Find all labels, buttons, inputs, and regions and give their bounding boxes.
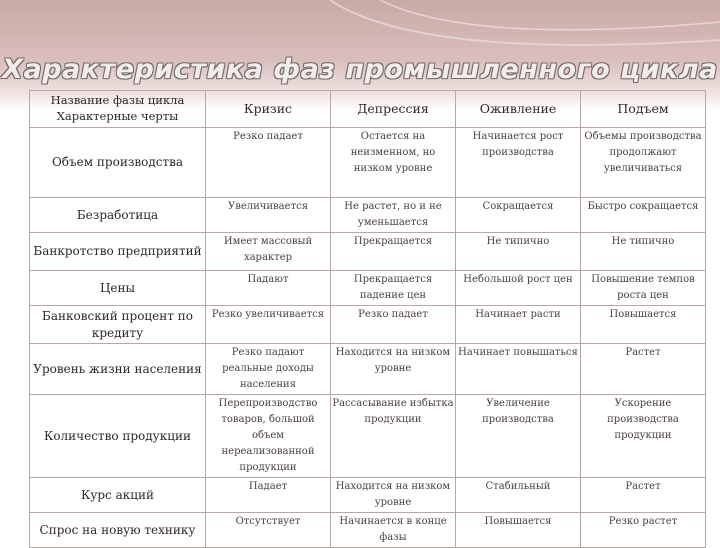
table-cell: Объемы производства продолжают увеличиваться xyxy=(581,128,706,198)
table-row xyxy=(30,344,706,395)
table-cell: Увеличение производства xyxy=(456,395,581,478)
table-cell: Ускорение производства продукции xyxy=(581,395,706,478)
table-row xyxy=(30,306,706,344)
phases-table xyxy=(29,90,706,548)
table-cell: Быстро сокращается xyxy=(581,198,706,233)
column-header-crisis: Кризис xyxy=(206,91,331,128)
corner-line-1: Название фазы цикла xyxy=(50,93,185,107)
table-cell: Падает xyxy=(206,478,331,513)
row-label: Спрос на новую технику xyxy=(30,513,206,548)
column-header-boom: Подъем xyxy=(581,91,706,128)
table-cell: Отсутствует xyxy=(206,513,331,548)
table-cell: Начинает расти xyxy=(456,306,581,344)
table-row xyxy=(30,198,706,233)
corner-cell xyxy=(30,91,206,128)
table-cell: Начинается в конце фазы xyxy=(331,513,456,548)
row-label: Банковский процент по кредиту xyxy=(30,306,206,344)
table-cell: Не растет, но и не уменьшается xyxy=(331,198,456,233)
row-label: Безработица xyxy=(30,198,206,233)
table-row xyxy=(30,233,706,271)
table-cell: Имеет массовый характер xyxy=(206,233,331,271)
table-cell: Увеличивается xyxy=(206,198,331,233)
table-row xyxy=(30,478,706,513)
table-cell: Не типично xyxy=(581,233,706,271)
table-cell: Резко падают реальные доходы населения xyxy=(206,344,331,395)
table-cell: Резко увеличивается xyxy=(206,306,331,344)
table-cell: Сокращается xyxy=(456,198,581,233)
column-header-depression: Депрессия xyxy=(331,91,456,128)
table-cell: Падают xyxy=(206,271,331,306)
table-cell: Прекращается xyxy=(331,233,456,271)
table-row xyxy=(30,271,706,306)
table-cell: Резко падает xyxy=(206,128,331,198)
row-label: Курс акций xyxy=(30,478,206,513)
table-cell: Рассасывание избытка продукции xyxy=(331,395,456,478)
table-cell: Растет xyxy=(581,344,706,395)
table-cell: Прекращается падение цен xyxy=(331,271,456,306)
row-label: Объем производства xyxy=(30,128,206,198)
table-row xyxy=(30,128,706,198)
table-cell: Стабильный xyxy=(456,478,581,513)
table-cell: Повышается xyxy=(581,306,706,344)
table-cell: Остается на неизменном, но низком уровне xyxy=(331,128,456,198)
table-cell: Начинает повышаться xyxy=(456,344,581,395)
table-cell: Резко падает xyxy=(331,306,456,344)
table-row xyxy=(30,513,706,548)
table-cell: Небольшой рост цен xyxy=(456,271,581,306)
table-cell: Растет xyxy=(581,478,706,513)
table-cell: Повышается xyxy=(456,513,581,548)
table-cell: Находится на низком уровне xyxy=(331,478,456,513)
table-cell: Начинается рост производства xyxy=(456,128,581,198)
row-label: Цены xyxy=(30,271,206,306)
corner-line-2: Характерные черты xyxy=(56,109,179,123)
table-cell: Находится на низком уровне xyxy=(331,344,456,395)
row-label: Уровень жизни населения xyxy=(30,344,206,395)
table-cell: Перепроизводство товаров, большой объем нереализованной продукции xyxy=(206,395,331,478)
table-cell: Не типично xyxy=(456,233,581,271)
column-header-revival: Оживление xyxy=(456,91,581,128)
row-label: Количество продукции xyxy=(30,395,206,478)
row-label: Банкротство предприятий xyxy=(30,233,206,271)
page-title: Характеристика фаз промышленного цикла xyxy=(2,54,718,85)
table-row xyxy=(30,395,706,478)
table-cell: Повышение темпов роста цен xyxy=(581,271,706,306)
table-header-row xyxy=(30,91,706,128)
table-cell: Резко растет xyxy=(581,513,706,548)
